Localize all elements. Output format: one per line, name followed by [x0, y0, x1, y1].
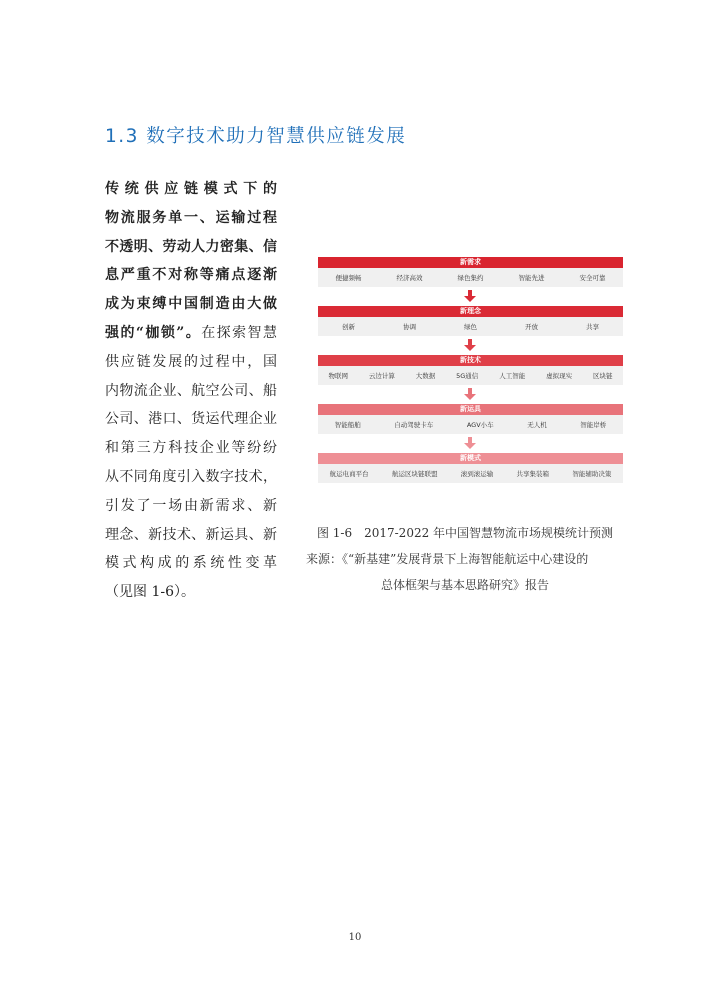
stage-item: 绿色集约: [457, 274, 484, 282]
stage-item: 航运区块链联盟: [391, 470, 438, 478]
down-arrow-icon: [462, 339, 478, 352]
stage-item: 安全可靠: [579, 274, 606, 282]
caption-title: 图 1-6 2017-2022 年中国智慧物流市场规模统计预测: [316, 526, 614, 540]
normal-phrase: 在探索智慧: [201, 324, 277, 341]
stage-title: 新运具: [318, 404, 623, 415]
stage-item: 航运电商平台: [329, 470, 369, 478]
stage-item: 智能船舶: [334, 421, 361, 429]
section-heading: 1.3 数字技术助力智慧供应链发展: [105, 126, 407, 147]
stage-item: 便捷频畅: [335, 274, 362, 282]
text-line: 从不同角度引入数字技术，: [105, 468, 277, 485]
stage-items: [318, 415, 623, 434]
stage-item: 开放: [525, 323, 538, 331]
body-paragraph: [105, 175, 277, 607]
bold-phrase: 强的“枷锁”。: [105, 324, 202, 341]
stage-item: 共享集装箱: [516, 470, 550, 478]
text-line: 不透明、劳动人力密集、信: [105, 238, 277, 255]
stage-item: 绿色: [464, 323, 477, 331]
text-line: 理念、新技术、新运具、新: [105, 526, 277, 543]
stage-item: 人工智能: [499, 372, 526, 380]
text-line: [105, 319, 277, 348]
text-line: 成为束缚中国制造由大做: [105, 296, 277, 313]
stage-item: 物联网: [328, 372, 348, 380]
stage-item: 无人机: [527, 421, 547, 429]
text-line: 供应链发展的过程中，国: [105, 353, 277, 370]
stage-items: [318, 268, 623, 287]
text-line: 物流服务单一、运输过程: [105, 209, 277, 226]
stage-title: 新模式: [318, 453, 623, 464]
caption-source: 来源：《“新基建”发展背景下上海智能航运中心建设的: [306, 552, 589, 566]
text-line: 公司、港口、货运代理企业: [105, 411, 277, 428]
figure-caption: [300, 520, 630, 598]
stage-item: 智能辅助决策: [572, 470, 612, 478]
stage-item: 自动驾驶卡车: [394, 421, 434, 429]
text-line: （见图 1-6）。: [105, 584, 195, 601]
text-line: 引发了一场由新需求、新: [105, 497, 277, 514]
stage-item: 协调: [403, 323, 416, 331]
stage-item: 5G通信: [456, 372, 479, 380]
stage-item: 滚到滚运输: [460, 470, 494, 478]
stage-item: 大数据: [415, 372, 436, 380]
down-arrow-icon: [462, 437, 478, 450]
stage-items: [318, 366, 623, 385]
text-line: 内物流企业、航空公司、船: [105, 382, 277, 399]
stage-item: 经济高效: [396, 274, 423, 282]
logistics-transformation-diagram: [318, 257, 623, 493]
text-line: 模式构成的系统性变革: [105, 555, 277, 572]
caption-source-cont: 总体框架与基本思路研究》报告: [380, 578, 549, 592]
down-arrow-icon: [462, 388, 478, 401]
page-number: 10: [348, 932, 362, 943]
stage-items: [318, 317, 623, 336]
stage-title: 新技术: [318, 355, 623, 366]
stage-title: 新理念: [318, 306, 623, 317]
stage-items: [318, 464, 623, 483]
text-line: 传统供应链模式下的: [105, 181, 277, 197]
stage-item: 智能岸桥: [580, 421, 607, 429]
down-arrow-icon: [462, 290, 478, 303]
stage-item: 虚拟现实: [546, 372, 573, 380]
stage-title: 新需求: [318, 257, 623, 268]
text-line: 和第三方科技企业等纷纷: [105, 440, 277, 457]
stage-item: 云边计算: [368, 372, 395, 380]
stage-item: 创新: [342, 323, 355, 331]
stage-item: 智能先进: [518, 274, 545, 282]
stage-item: AGV小车: [466, 421, 494, 429]
stage-item: 共享: [586, 323, 599, 331]
stage-item: 区块链: [592, 372, 613, 380]
text-line: 息严重不对称等痛点逐渐: [105, 267, 277, 284]
